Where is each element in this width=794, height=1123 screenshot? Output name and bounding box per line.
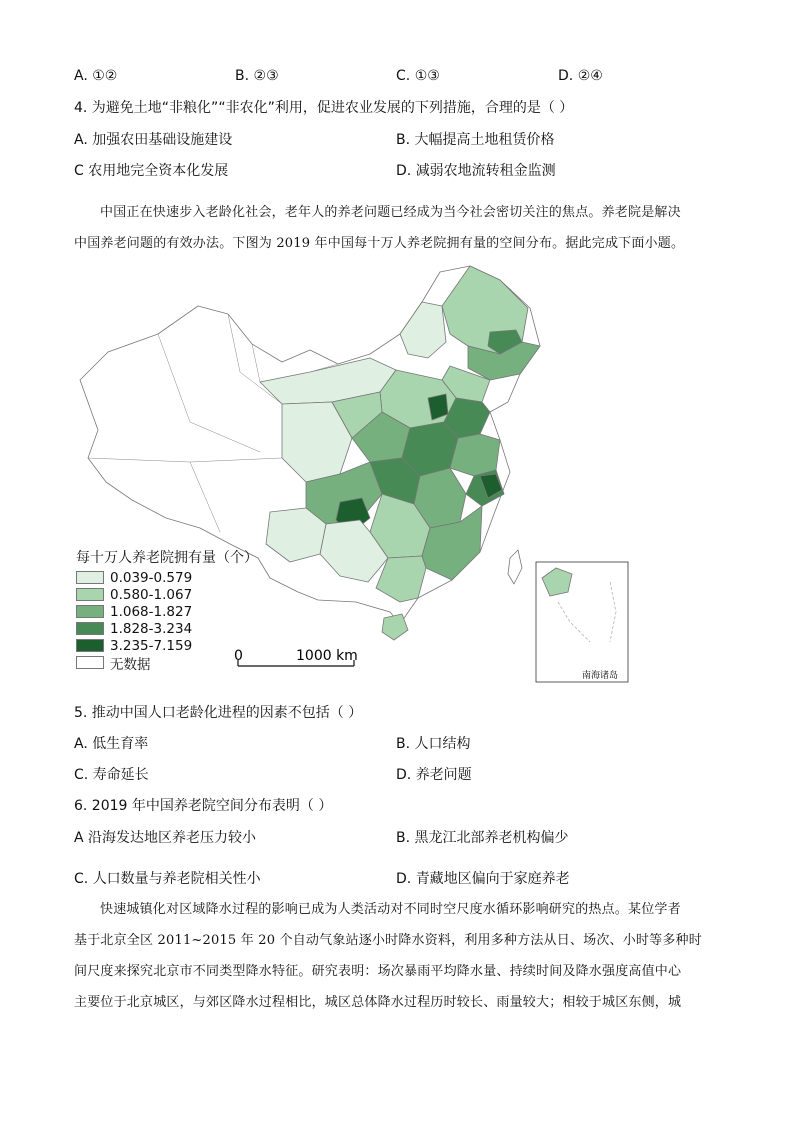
- legend-items: [76, 569, 258, 671]
- option-text: 人口数量与养老院相关性小: [92, 871, 261, 887]
- scale-label: 1000 km: [296, 648, 358, 664]
- legend-label: 1.828-3.234: [110, 620, 193, 637]
- legend-swatch: [76, 622, 104, 635]
- option-text: ①②: [92, 68, 118, 84]
- legend-label: 无数据: [110, 656, 151, 673]
- option-text: ②④: [577, 68, 603, 84]
- option-key: D.: [558, 68, 574, 84]
- q4-option-c: [74, 161, 228, 181]
- china-map-figure: [70, 262, 636, 686]
- option-text: ①③: [414, 68, 440, 84]
- legend-item: [76, 620, 258, 637]
- taiwan-island: [508, 550, 522, 584]
- option-text: 沿海发达地区养老压力较小: [88, 830, 257, 846]
- passage2-line-1: 快速城镇化对区域降水过程的影响已成为人类活动对不同时空尺度水循环影响研究的热点。某位学者: [100, 902, 681, 917]
- option-text: 人口结构: [414, 736, 471, 752]
- q3-option-a: [74, 66, 117, 86]
- option-key: D.: [396, 871, 412, 887]
- legend-label: 1.068-1.827: [110, 603, 193, 620]
- q5-option-a: [74, 734, 148, 754]
- option-key: A: [74, 830, 84, 846]
- legend-swatch: [76, 571, 104, 584]
- q3-option-b: [235, 66, 279, 86]
- legend-label: 0.580-1.067: [110, 586, 193, 603]
- option-key: C.: [74, 767, 89, 783]
- q4-option-d: [396, 161, 556, 181]
- option-text: 农用地完全资本化发展: [88, 163, 229, 179]
- option-text: 养老问题: [415, 767, 472, 783]
- legend-swatch: [76, 588, 104, 601]
- passage1-line-2: 中国养老问题的有效办法。下图为 2019 年中国每十万人养老院拥有量的空间分布。据此完成下面小题。: [74, 236, 685, 251]
- q6-stem: 6. 2019 年中国养老院空间分布表明（ ）: [74, 798, 333, 814]
- passage2-line-4: 主要位于北京城区，与郊区降水过程相比，城区总体降水过程历时较长、雨量较大；相较于城区东侧，城: [74, 995, 682, 1010]
- option-key: A.: [74, 68, 88, 84]
- q5-option-c: [74, 765, 149, 785]
- option-text: 低生育率: [92, 736, 149, 752]
- legend-item: [76, 586, 258, 603]
- option-text: 减弱农地流转租金监测: [415, 163, 556, 179]
- option-key: C.: [396, 68, 411, 84]
- legend-swatch: [76, 605, 104, 618]
- q5-stem: 5. 推动中国人口老龄化进程的因素不包括（ ）: [74, 705, 363, 721]
- q4-stem: 4. 为避免土地“非粮化”“非农化”利用，促进农业发展的下列措施，合理的是（ ）: [74, 100, 574, 116]
- option-text: 寿命延长: [92, 767, 149, 783]
- legend-item: [76, 603, 258, 620]
- q6-option-c: [74, 869, 261, 889]
- option-key: B.: [396, 736, 411, 752]
- option-key: D.: [396, 767, 412, 783]
- option-text: 青藏地区偏向于家庭养老: [415, 871, 570, 887]
- legend-label: 0.039-0.579: [110, 569, 193, 586]
- q3-option-c: [396, 66, 440, 86]
- option-key: C: [74, 163, 84, 179]
- legend-swatch: [76, 656, 104, 669]
- q4-option-a: [74, 130, 232, 150]
- q6-option-d: [396, 869, 570, 889]
- legend-swatch: [76, 639, 104, 652]
- q6-option-a: [74, 828, 256, 848]
- scale-zero: 0: [234, 648, 243, 664]
- map-region: [450, 434, 500, 476]
- option-key: A.: [74, 132, 88, 148]
- option-key: B.: [396, 830, 411, 846]
- q3-option-d: [558, 66, 603, 86]
- option-text: ②③: [253, 68, 279, 84]
- map-legend: [76, 547, 258, 671]
- passage1-line-1: 中国正在快速步入老龄化社会，老年人的养老问题已经成为当今社会密切关注的焦点。养老院是解决: [100, 205, 681, 220]
- legend-item: [76, 637, 258, 654]
- option-key: B.: [396, 132, 411, 148]
- legend-item: [76, 569, 258, 586]
- option-text: 加强农田基础设施建设: [92, 132, 233, 148]
- option-key: B.: [235, 68, 250, 84]
- q6-option-b: [396, 828, 569, 848]
- q5-option-b: [396, 734, 471, 754]
- passage2-line-2: 基于北京全区 2011~2015 年 20 个自动气象站逐小时降水资料，利用多种方法从日、场次、小时等多种时: [74, 933, 702, 948]
- q4-option-b: [396, 130, 555, 150]
- option-key: A.: [74, 736, 88, 752]
- option-key: D.: [396, 163, 412, 179]
- option-text: 黑龙江北部养老机构偏少: [414, 830, 569, 846]
- nanhai-inset: [536, 562, 628, 682]
- legend-item: [76, 654, 258, 671]
- legend-label: 3.235-7.159: [110, 637, 193, 654]
- option-text: 大幅提高土地租赁价格: [414, 132, 555, 148]
- passage2-line-3: 间尺度来探究北京市不同类型降水特征。研究表明：场次暴雨平均降水量、持续时间及降水强度高值中心: [74, 964, 682, 979]
- option-key: C.: [74, 871, 89, 887]
- inset-label: 南海诸岛: [582, 671, 619, 681]
- legend-title: 每十万人养老院拥有量（个）: [76, 550, 258, 566]
- q5-option-d: [396, 765, 472, 785]
